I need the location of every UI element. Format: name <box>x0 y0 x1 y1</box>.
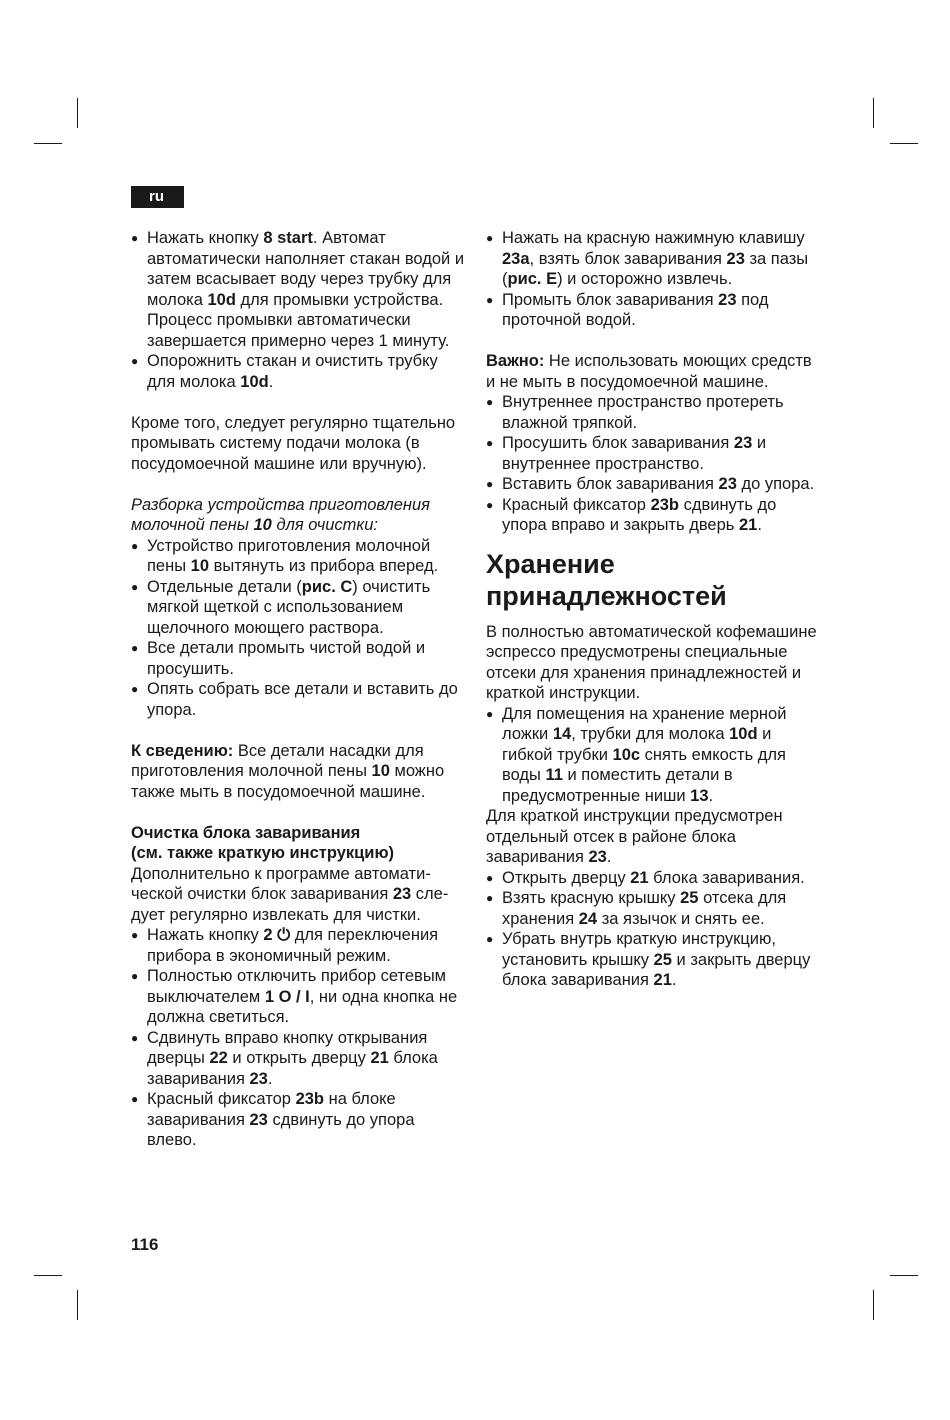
crop-mark <box>873 1290 874 1320</box>
section-heading: Очистка блока заваривания (см. также краткую инструкцию) <box>131 823 395 862</box>
list-item: ● Убрать внутрь краткую инструкцию, установить крышку 25 и закрыть дверцу блока заваривания 21. <box>486 929 821 991</box>
crop-mark <box>34 1275 62 1276</box>
crop-mark <box>890 1275 918 1276</box>
list-item: ● Отдельные детали (рис. C) очистить мягкой щеткой с использованием щелочного моющего раствора. <box>131 577 466 639</box>
list-item: ● Взять красную крышку 25 отсека для хранения 24 за язычок и снять ее. <box>486 888 821 929</box>
list-item: ● Полностью отключить прибор сетевым выключателем 1 O / I, ни одна кнопка не должна светиться. <box>131 966 466 1028</box>
bullet-list <box>131 536 466 721</box>
list-item: ● Вставить блок заваривания 23 до упора. <box>486 474 821 495</box>
list-item: ● Нажать на красную нажимную клавишу 23a, взять блок заваривания 23 за пазы (рис. E) и осторожно извлечь. <box>486 228 821 290</box>
important-paragraph: Важно: Не использовать моющих средств и не мыть в посудомоечной машине. <box>486 352 812 391</box>
list-item: ● Опорожнить стакан и очистить трубку для молока 10d. <box>131 351 466 392</box>
section-title: Хранение принадлежностей <box>486 548 727 611</box>
list-item: ● Красный фиксатор 23b на блоке заваривания 23 сдвинуть до упора влево. <box>131 1089 466 1151</box>
list-item: ● Открыть дверцу 21 блока заваривания. <box>486 868 821 889</box>
bullet-list <box>486 868 821 991</box>
list-item: ● Нажать кнопку 2 ⏻ для переключения прибора в экономичный режим. <box>131 925 466 966</box>
left-column <box>131 228 466 1151</box>
page-number: 116 <box>131 1235 159 1254</box>
note-paragraph: К сведению: Все детали насадки для приготовления молочной пены 10 можно также мыть в посудомоечной машине. <box>131 741 445 801</box>
bullet-list <box>486 228 821 331</box>
right-column <box>486 228 821 991</box>
list-item: ● Для помещения на хранение мерной ложки 14, трубки для молока 10d и гибкой трубки 10c снять емкость для воды 11 и поместить детали в предусмотренные ниши 13. <box>486 704 821 807</box>
language-tab: ru <box>131 186 184 208</box>
bullet-list <box>131 228 466 392</box>
bullet-list <box>131 925 466 1151</box>
crop-mark <box>77 98 78 128</box>
list-item: ● Просушить блок заваривания 23 и внутреннее пространство. <box>486 433 821 474</box>
crop-mark <box>873 98 874 128</box>
bullet-list <box>486 392 821 536</box>
list-item: ● Опять собрать все детали и вставить до упора. <box>131 679 466 720</box>
crop-mark <box>34 143 62 144</box>
list-item: ● Промыть блок заваривания 23 под проточной водой. <box>486 290 821 331</box>
paragraph: Для краткой инструкции предусмотрен отдельный отсек в районе блока заваривания 23. <box>486 807 783 866</box>
crop-mark <box>77 1290 78 1320</box>
list-item: ● Внутреннее пространство протереть влажной тряпкой. <box>486 392 821 433</box>
paragraph: Кроме того, следует регулярно тщательно промывать систему подачи молока (в посудомоечной машине или вручную). <box>131 413 456 473</box>
list-item: ● Нажать кнопку 8 start. Автомат автоматически наполняет стакан водой и затем всасывает воду через трубку для молока 10d для промывки устройства. Процесс промывки автоматически завершается примерно через 1 минуту. <box>131 228 466 351</box>
paragraph: В полностью автоматической кофемашине эспрессо предусмотрены специальные отсеки для хранения принадлежностей и краткой инструкции. <box>486 622 817 702</box>
list-item: ● Красный фиксатор 23b сдвинуть до упора вправо и закрыть дверь 21. <box>486 495 821 536</box>
list-item: ● Устройство приготовления молочной пены 10 вытянуть из прибора вперед. <box>131 536 466 577</box>
bullet-list <box>486 704 821 807</box>
crop-mark <box>890 143 918 144</box>
paragraph: Дополнительно к программе автоматической очистки блок заваривания 23 следует регулярно извлекать для чистки. <box>131 864 449 924</box>
subheading: Разборка устройства приготовления молочной пены 10 для очистки: <box>131 495 430 534</box>
list-item: ● Все детали промыть чистой водой и просушить. <box>131 638 466 679</box>
list-item: ● Сдвинуть вправо кнопку открывания дверцы 22 и открыть дверцу 21 блока заваривания 23. <box>131 1028 466 1090</box>
